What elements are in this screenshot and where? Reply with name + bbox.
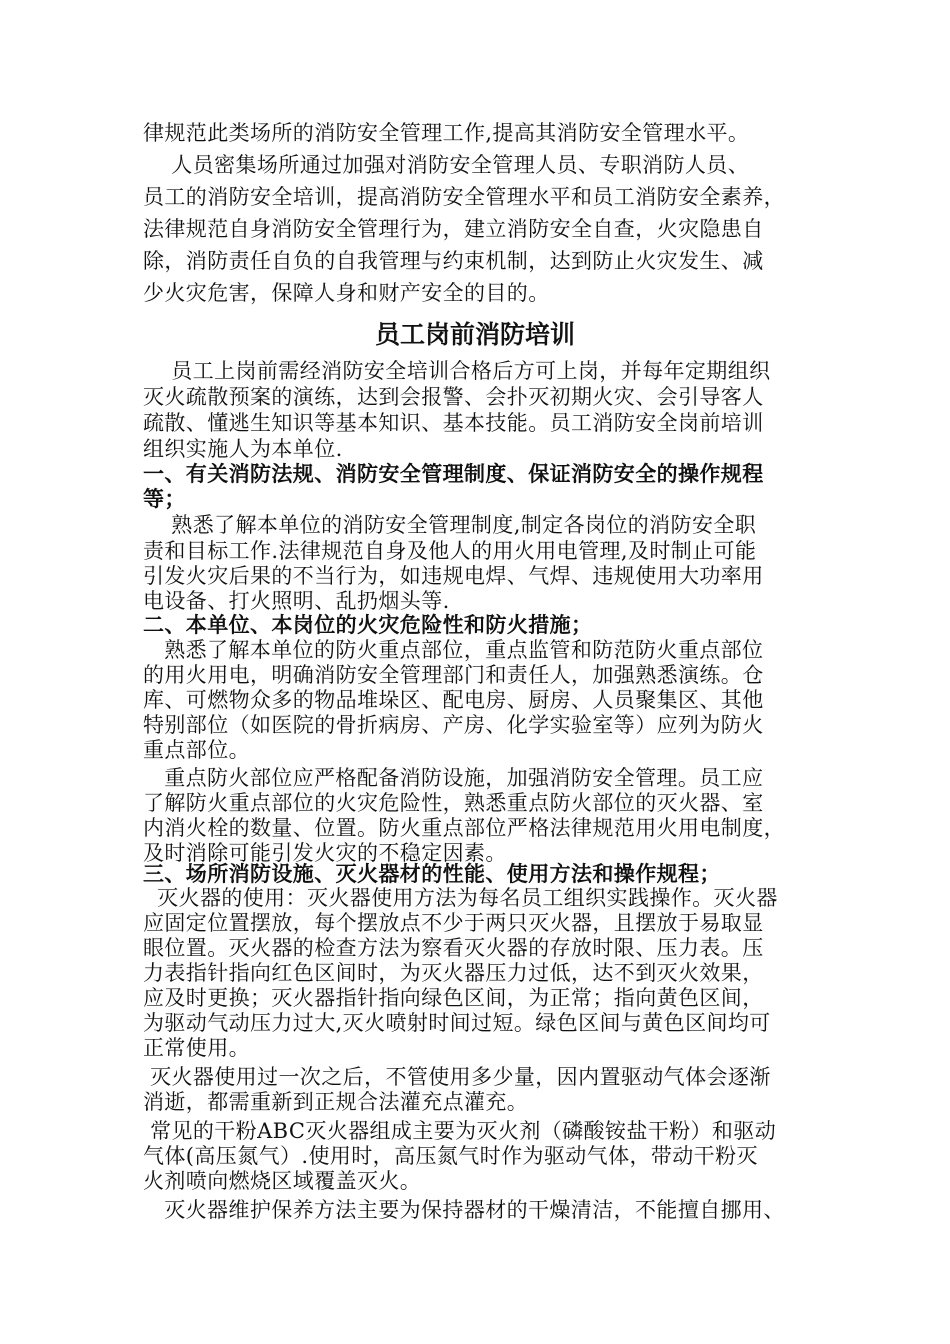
body-line: 的用火用电，明确消防安全管理部门和责任人，加强熟悉演练。仓: [143, 663, 764, 687]
body-line: 应及时更换；灭火器指针指向绿色区间，为正常；指向黄色区间，: [143, 986, 764, 1010]
body-line: 灭火器维护保养方法主要为保持器材的干燥清洁，不能擅自挪用、: [143, 1198, 785, 1222]
body-line: 灭火疏散预案的演练，达到会报警、会扑灭初期火灾、会引导客人: [143, 385, 764, 409]
body-line: 熟悉了解本单位的防火重点部位，重点监管和防范防火重点部位: [143, 638, 764, 662]
body-line: 了解防火重点部位的火灾危险性，熟悉重点防火部位的灭火器、室: [143, 791, 764, 815]
body-line: 特别部位（如医院的骨折病房、产房、化学实验室等）应列为防火: [143, 713, 764, 737]
intro-line: 员工的消防安全培训，提高消防安全管理水平和员工消防安全素养，: [143, 185, 785, 209]
body-line: 应固定位置摆放，每个摆放点不少于两只灭火器，且摆放于易取显: [143, 911, 764, 935]
section-heading: 三、场所消防设施、灭火器材的性能、使用方法和操作规程；: [143, 862, 721, 886]
body-line: 常见的干粉ABC灭火器组成主要为灭火剂（磷酸铵盐干粉）和驱动: [143, 1119, 777, 1143]
body-line: 及时消除可能引发火灾的不稳定因素。: [143, 841, 507, 865]
section-heading: 二、本单位、本岗位的火灾危险性和防火措施；: [143, 613, 593, 637]
body-line: 引发火灾后果的不当行为，如违规电焊、气焊、违规使用大功率用: [143, 564, 764, 588]
body-line: 重点防火部位应严格配备消防设施，加强消防安全管理。员工应: [143, 766, 764, 790]
intro-line: 律规范此类场所的消防安全管理工作,提高其消防安全管理水平。: [143, 121, 750, 145]
body-line: 正常使用。: [143, 1036, 250, 1060]
section-heading: 等；: [143, 487, 186, 511]
intro-line: 少火灾危害，保障人身和财产安全的目的。: [143, 281, 550, 305]
body-line: 员工上岗前需经消防安全培训合格后方可上岗，并每年定期组织: [143, 359, 771, 383]
body-line: 火剂喷向燃烧区域覆盖灭火。: [143, 1169, 422, 1193]
section-heading: 一、有关消防法规、消防安全管理制度、保证消防安全的操作规程: [143, 462, 764, 486]
intro-line: 除，消防责任自负的自我管理与约束机制，达到防止火灾发生、减: [143, 249, 764, 273]
body-line: 消逝，都需重新到正规合法灌充点灌充。: [143, 1090, 529, 1114]
body-line: 疏散、懂逃生知识等基本知识、基本技能。员工消防安全岗前培训: [143, 411, 764, 435]
body-line: 为驱动气动压力过大,灭火喷射时间过短。绿色区间与黄色区间均可: [143, 1011, 771, 1035]
body-line: 责和目标工作.法律规范自身及他人的用火用电管理,及时制止可能: [143, 539, 757, 563]
body-line: 组织实施人为本单位.: [143, 437, 343, 461]
body-line: 灭火器的使用：灭火器使用方法为每名员工组织实践操作。灭火器: [143, 886, 778, 910]
intro-line: 法律规范自身消防安全管理行为，建立消防安全自查，火灾隐患自: [143, 217, 764, 241]
intro-line: 人员密集场所通过加强对消防安全管理人员、专职消防人员、: [143, 153, 750, 177]
body-line: 气体(高压氮气）.使用时，高压氮气时作为驱动气体，带动干粉灭: [143, 1144, 758, 1168]
body-line: 眼位置。灭火器的检查方法为察看灭火器的存放时限、压力表。压: [143, 936, 764, 960]
body-line: 电设备、打火照明、乱扔烟头等.: [143, 589, 450, 613]
body-line: 重点部位。: [143, 738, 250, 762]
body-line: 熟悉了解本单位的消防安全管理制度,制定各岗位的消防安全职: [143, 513, 757, 537]
body-line: 灭火器使用过一次之后，不管使用多少量，因内置驱动气体会逐渐: [143, 1065, 771, 1089]
page-title: 员工岗前消防培训: [374, 320, 575, 349]
body-line: 力表指针指向红色区间时，为灭火器压力过低，达不到灭火效果，: [143, 961, 764, 985]
body-line: 内消火栓的数量、位置。防火重点部位严格法律规范用火用电制度，: [143, 816, 785, 840]
body-line: 库、可燃物众多的物品堆垛区、配电房、厨房、人员聚集区、其他: [143, 688, 764, 712]
